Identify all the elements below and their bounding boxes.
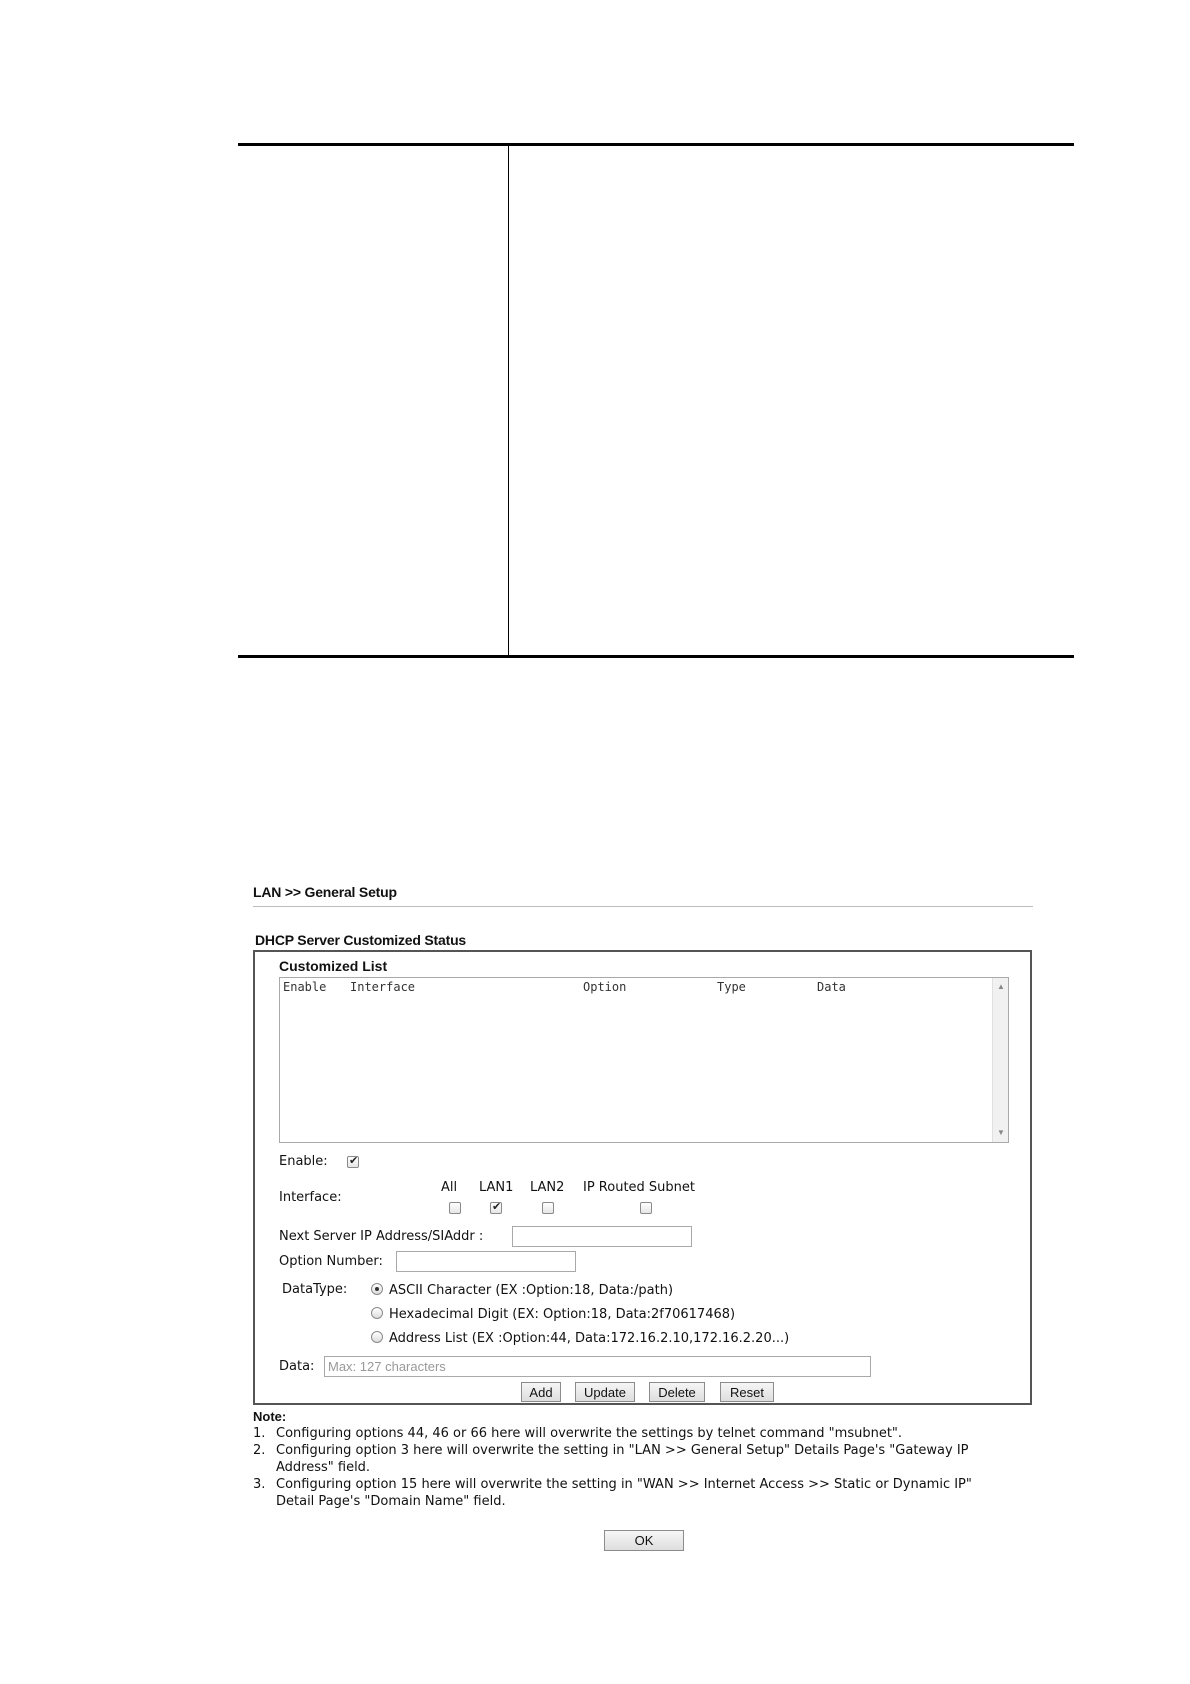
next-server-label: Next Server IP Address/SIAddr : [279,1229,484,1244]
column-header-option: Option [583,980,627,994]
interface-option-lan1-label: LAN1 [479,1180,514,1195]
data-label: Data: [279,1359,315,1374]
enable-checkbox[interactable] [347,1156,359,1168]
table-bottom-rule [238,655,1074,658]
interface-lan2-checkbox[interactable] [542,1202,554,1214]
note-item-2-continuation: Address" field. [276,1460,371,1475]
customized-list-title: Customized List [279,958,388,974]
customized-list-box[interactable] [279,977,1009,1143]
enable-label: Enable: [279,1154,328,1169]
option-number-label: Option Number: [279,1254,383,1269]
table-column-divider [508,146,509,655]
next-server-input[interactable] [512,1226,692,1247]
column-header-enable: Enable [283,980,327,994]
note-title: Note: [253,1409,287,1424]
scroll-down-icon[interactable]: ▼ [997,1128,1005,1137]
column-header-type: Type [717,980,746,994]
note-item-3-continuation: Detail Page's "Domain Name" field. [276,1494,506,1509]
note-number: 2. [253,1443,266,1458]
datatype-hex-label: Hexadecimal Digit (EX: Option:18, Data:2f70617468) [389,1307,736,1322]
note-text: Configuring option 15 here will overwrite the setting in "WAN >> Internet Access >> Static or Dynamic IP" [276,1477,972,1492]
datatype-ascii-label: ASCII Character (EX :Option:18, Data:/path) [389,1283,674,1298]
datatype-address-radio[interactable] [371,1331,383,1343]
section-title: DHCP Server Customized Status [255,932,467,948]
manual-table [238,143,1074,658]
datatype-label: DataType: [282,1282,348,1297]
interface-option-ip-routed-label: IP Routed Subnet [583,1180,696,1195]
interface-option-lan2-label: LAN2 [530,1180,565,1195]
dhcp-customized-panel [253,950,1032,1405]
column-header-data: Data [817,980,846,994]
interface-all-checkbox[interactable] [449,1202,461,1214]
breadcrumb: LAN >> General Setup [253,884,397,900]
note-item-3 [253,1477,972,1492]
note-number: 1. [253,1426,266,1441]
interface-lan1-checkbox[interactable] [490,1202,502,1214]
list-scrollbar[interactable] [992,978,1008,1142]
note-number: 3. [253,1477,266,1492]
column-header-interface: Interface [350,980,416,994]
data-input[interactable] [324,1356,871,1377]
table-top-rule [238,143,1074,146]
breadcrumb-divider [253,906,1033,907]
note-item-2 [253,1443,969,1458]
update-button[interactable]: Update [575,1382,635,1402]
interface-ip-routed-checkbox[interactable] [640,1202,652,1214]
datatype-ascii-radio[interactable] [371,1283,383,1295]
note-text: Configuring options 44, 46 or 66 here will overwrite the settings by telnet command "msubnet". [276,1426,903,1441]
add-button[interactable]: Add [521,1382,561,1402]
ok-button[interactable]: OK [604,1530,684,1551]
datatype-hex-radio[interactable] [371,1307,383,1319]
note-item-1 [253,1426,902,1441]
note-text: Configuring option 3 here will overwrite the setting in "LAN >> General Setup" Details Page's "Gateway IP [276,1443,969,1458]
delete-button[interactable]: Delete [649,1382,705,1402]
interface-label: Interface: [279,1190,342,1205]
interface-option-all-label: All [441,1180,458,1195]
scroll-up-icon[interactable]: ▲ [997,982,1005,991]
option-number-input[interactable] [396,1251,576,1272]
reset-button[interactable]: Reset [720,1382,774,1402]
datatype-address-label: Address List (EX :Option:44, Data:172.16.2.10,172.16.2.20...) [389,1331,790,1346]
